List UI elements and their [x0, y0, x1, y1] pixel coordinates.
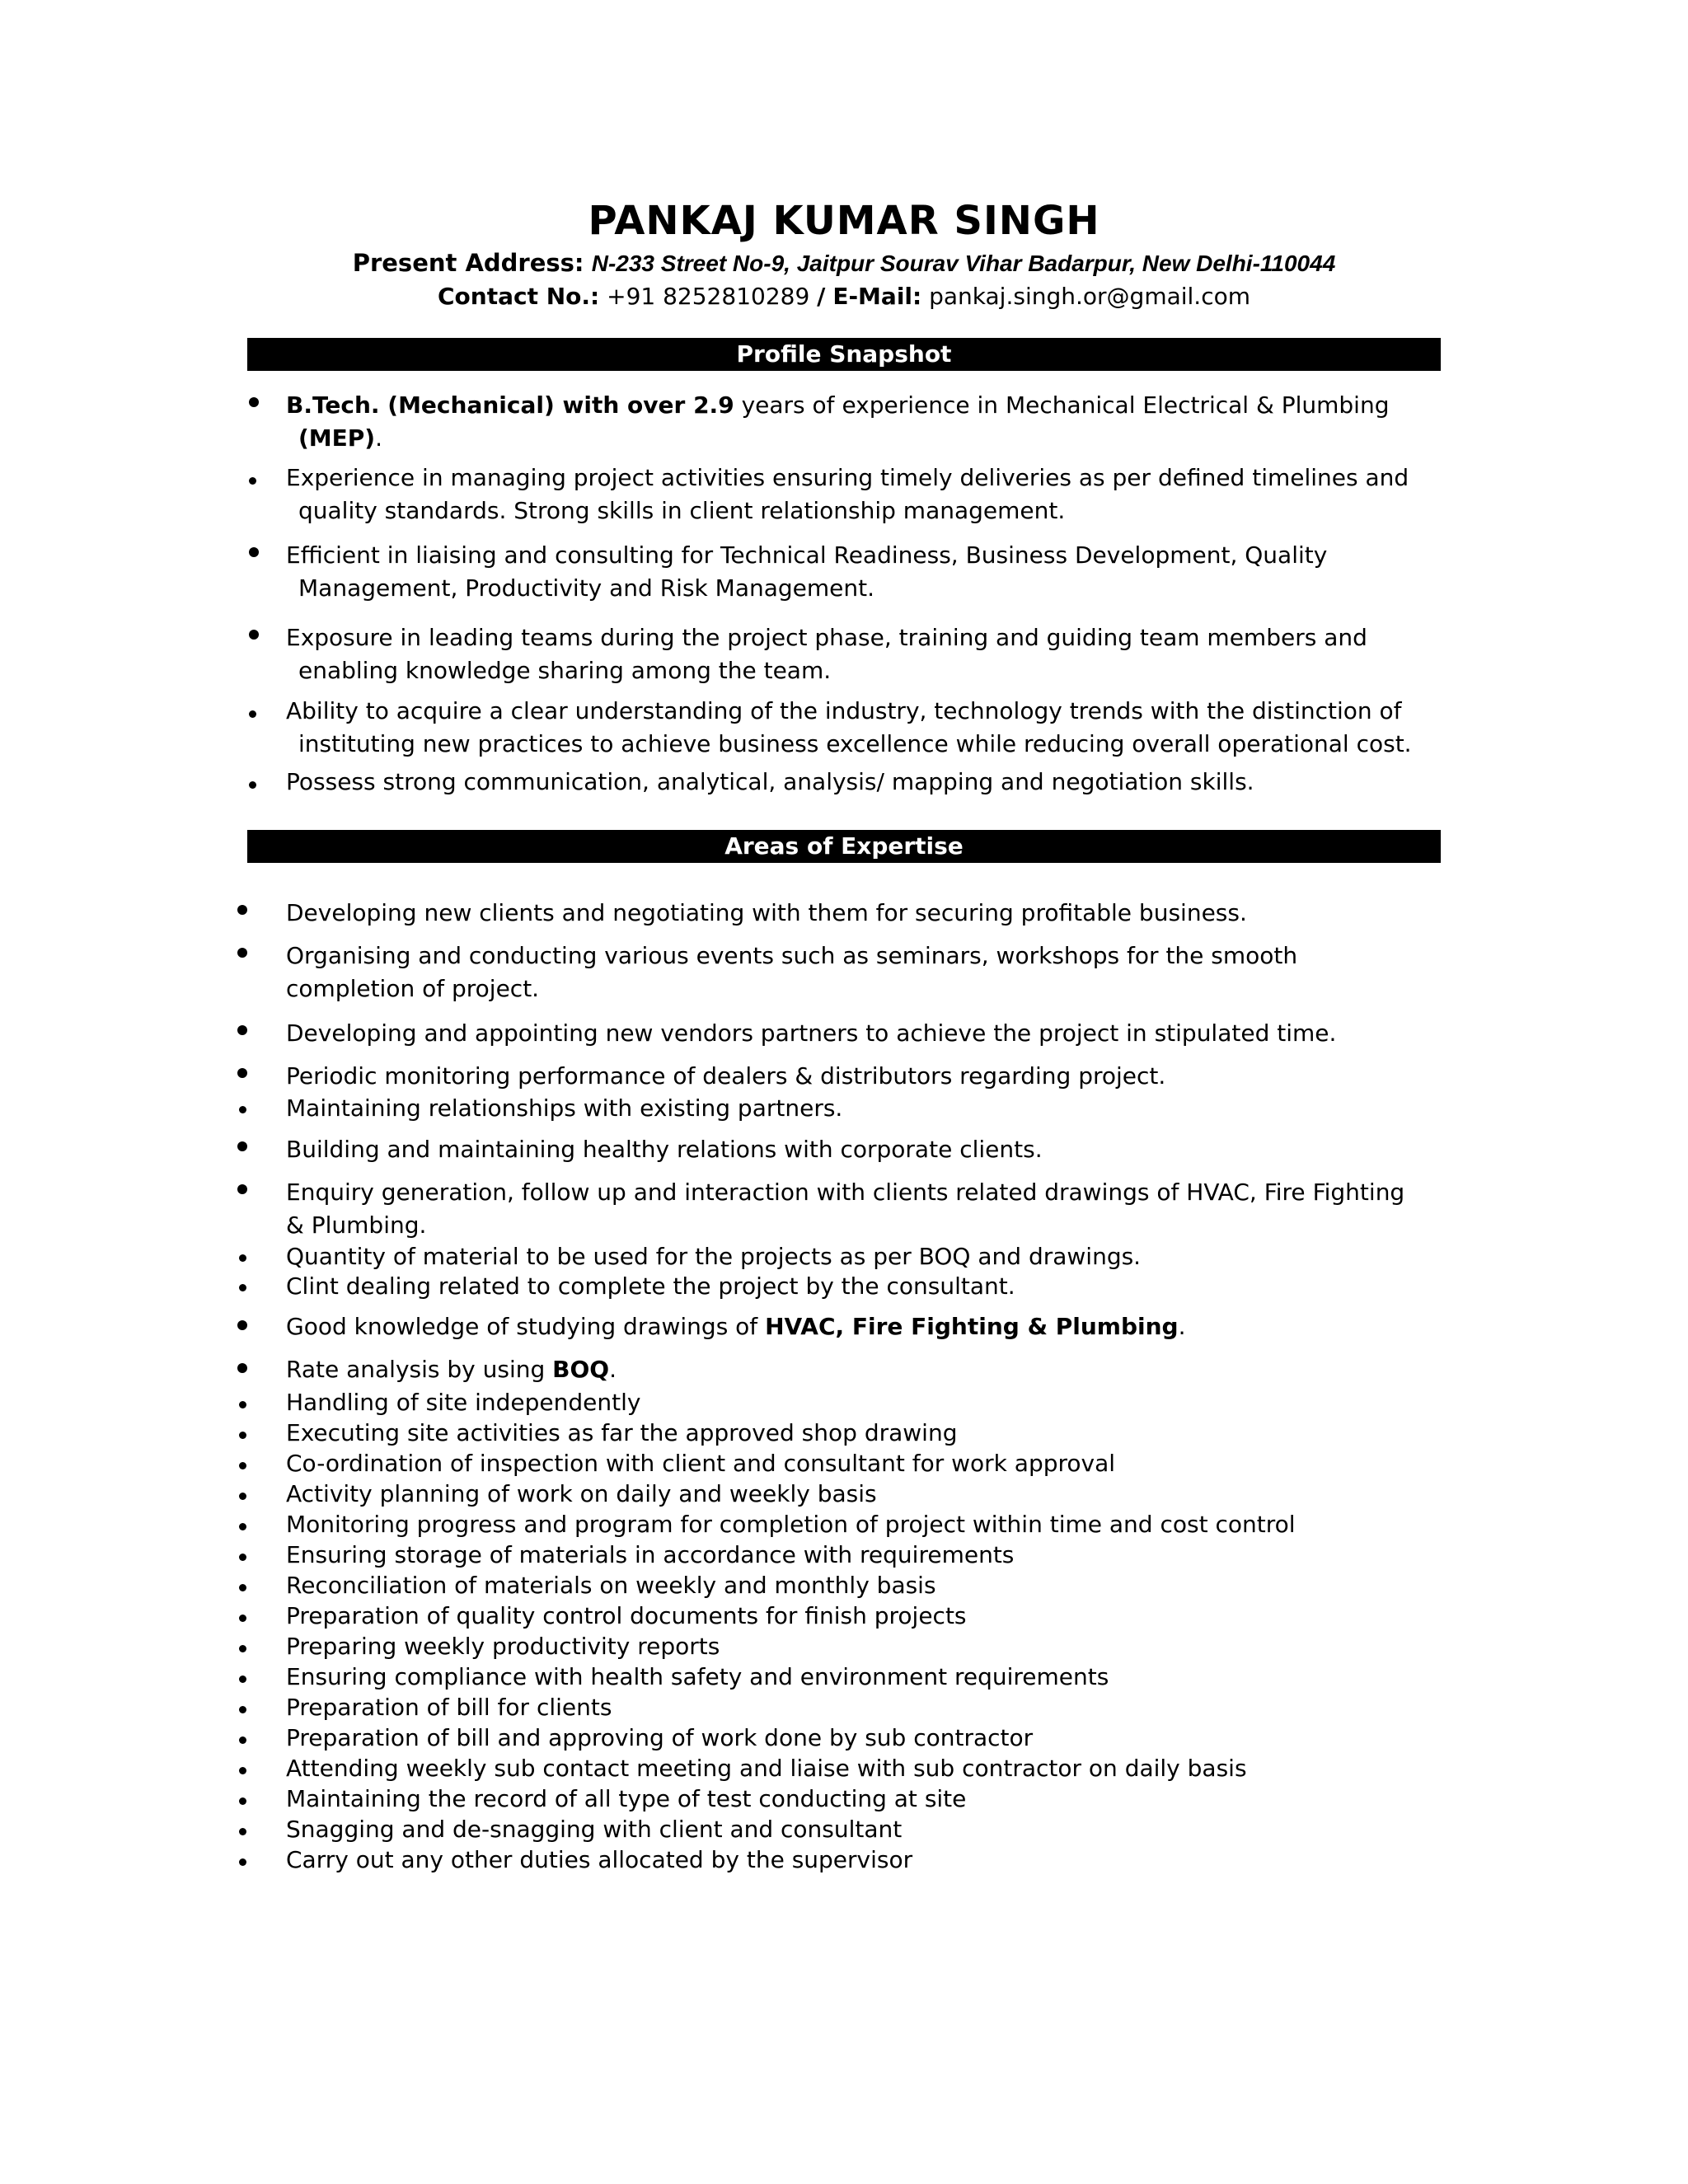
contact-label: Contact No.: — [437, 283, 600, 310]
expertise-item — [286, 1176, 1440, 1242]
line: Developing new clients and negotiating with them for securing profitable business. — [286, 899, 1247, 926]
expertise-item — [286, 1661, 1440, 1694]
period: . — [1178, 1313, 1186, 1340]
profile-item-liaising — [286, 539, 1440, 605]
expertise-item — [286, 1133, 1440, 1166]
address-value: N-233 Street No-9, Jaitpur Sourav Vihar Badarpur, New Delhi-110044 — [591, 251, 1336, 276]
section-heading-profile-snapshot: Profile Snapshot — [247, 338, 1441, 371]
bullet — [237, 1184, 247, 1194]
line: Efficient in liaising and consulting for Technical Readiness, Business Development, Quality — [286, 541, 1328, 569]
email-label: E-Mail: — [832, 283, 922, 310]
line: Ability to acquire a clear understanding of the industry, technology trends with the distinction of — [286, 697, 1402, 724]
email-address: pankaj.singh.or@gmail.com — [929, 283, 1251, 310]
present-address — [0, 249, 1688, 277]
line: Monitoring progress and program for completion of project within time and cost control — [286, 1511, 1296, 1538]
line: Rate analysis by using — [286, 1356, 553, 1383]
expertise-item — [286, 1353, 1440, 1386]
bullet — [239, 1284, 246, 1291]
line: Clint dealing related to complete the project by the consultant. — [286, 1272, 1015, 1300]
expertise-item — [286, 1783, 1440, 1816]
bullet — [239, 1675, 246, 1683]
line: Preparing weekly productivity reports — [286, 1633, 720, 1660]
bullet — [249, 710, 256, 718]
expertise-item — [286, 1813, 1440, 1846]
expertise-item — [286, 1060, 1440, 1093]
bullet — [239, 1797, 246, 1805]
profile-item-education — [286, 389, 1440, 455]
line: Preparation of bill for clients — [286, 1694, 612, 1721]
expertise-item — [286, 1630, 1440, 1663]
contact-line — [0, 283, 1688, 310]
expertise-item — [286, 1386, 1440, 1419]
expertise-item — [286, 1478, 1440, 1511]
bullet — [239, 1736, 246, 1744]
expertise-item — [286, 1310, 1440, 1343]
bullet — [239, 1523, 246, 1530]
bullet — [239, 1106, 246, 1113]
line: Executing site activities as far the approved shop drawing — [286, 1419, 958, 1446]
bullet — [239, 1706, 246, 1713]
line: Co-ordination of inspection with client and consultant for work approval — [286, 1450, 1116, 1477]
bullet — [239, 1432, 246, 1439]
bullet — [237, 1320, 247, 1330]
bullet — [237, 905, 247, 915]
expertise-item — [286, 1508, 1440, 1541]
bullet — [249, 781, 256, 789]
bullet — [249, 547, 259, 557]
contact-separator: / — [817, 283, 826, 310]
expertise-item — [286, 1447, 1440, 1480]
profile-item-project-management — [286, 462, 1440, 527]
line: Possess strong communication, analytical, analysis/ mapping and negotiation skills. — [286, 768, 1254, 795]
line: Reconciliation of materials on weekly and monthly basis — [286, 1572, 936, 1599]
expertise-item — [286, 1017, 1440, 1050]
bullet — [239, 1645, 246, 1652]
bullet — [239, 1462, 246, 1469]
expertise-item — [286, 1092, 1440, 1125]
boq-text: BOQ — [552, 1356, 610, 1383]
period: . — [609, 1356, 617, 1383]
expertise-item — [286, 1722, 1440, 1755]
line: Enquiry generation, follow up and interaction with clients related drawings of HVAC, Fire Fighting — [286, 1179, 1405, 1206]
contact-number: +91 8252810289 — [607, 283, 810, 310]
address-label: Present Address: — [352, 249, 584, 277]
bullet — [237, 1025, 247, 1035]
line: Preparation of bill and approving of work done by sub contractor — [286, 1724, 1034, 1751]
line: Management, Productivity and Risk Management. — [298, 574, 875, 602]
profile-item-industry-understanding — [286, 695, 1440, 761]
profile-item-team-leading — [286, 621, 1440, 687]
candidate-name: PANKAJ KUMAR SINGH — [588, 198, 1100, 244]
bullet — [237, 948, 247, 958]
line: Preparation of quality control documents for finish projects — [286, 1602, 967, 1629]
expertise-item — [286, 1417, 1440, 1450]
bullet — [239, 1554, 246, 1561]
line: Exposure in leading teams during the project phase, training and guiding team members and — [286, 624, 1367, 651]
mep-text: (MEP) — [298, 424, 376, 452]
line: quality standards. Strong skills in client relationship management. — [298, 497, 1066, 524]
line: Quantity of material to be used for the projects as per BOQ and drawings. — [286, 1243, 1142, 1270]
line: instituting new practices to achieve business excellence while reducing overall operational cost. — [298, 730, 1412, 757]
hvac-text: HVAC, Fire Fighting & Plumbing — [765, 1313, 1179, 1340]
bullet — [239, 1858, 246, 1866]
line: Maintaining relationships with existing partners. — [286, 1094, 843, 1122]
line: & Plumbing. — [286, 1212, 427, 1239]
experience-text: years of experience in Mechanical Electrical & Plumbing — [741, 391, 1390, 419]
expertise-item — [286, 940, 1440, 1005]
bullet — [239, 1254, 246, 1262]
bullet — [239, 1767, 246, 1774]
bullet — [239, 1828, 246, 1835]
line: Experience in managing project activities ensuring timely deliveries as per defined timelines and — [286, 464, 1409, 491]
expertise-item — [286, 1240, 1440, 1273]
line: completion of project. — [286, 975, 540, 1002]
line: Carry out any other duties allocated by the supervisor — [286, 1846, 913, 1873]
bullet — [249, 630, 259, 640]
section-heading-areas-of-expertise: Areas of Expertise — [247, 830, 1441, 863]
bullet — [237, 1141, 247, 1151]
line: Good knowledge of studying drawings of — [286, 1313, 766, 1340]
expertise-item — [286, 1752, 1440, 1785]
degree-text: B.Tech. (Mechanical) with over 2.9 — [286, 391, 734, 419]
expertise-item — [286, 1539, 1440, 1572]
expertise-item — [286, 1691, 1440, 1724]
bullet — [237, 1068, 247, 1078]
bullet — [237, 1363, 247, 1373]
line: Ensuring compliance with health safety and environment requirements — [286, 1663, 1109, 1690]
line: Ensuring storage of materials in accordance with requirements — [286, 1541, 1015, 1568]
line: Organising and conducting various events such as seminars, workshops for the smooth — [286, 942, 1298, 969]
line: Attending weekly sub contact meeting and liaise with sub contractor on daily basis — [286, 1755, 1247, 1782]
bullet — [239, 1584, 246, 1591]
bullet — [249, 477, 256, 485]
bullet — [239, 1493, 246, 1500]
period: . — [375, 424, 383, 452]
expertise-item — [286, 897, 1440, 930]
line: Activity planning of work on daily and weekly basis — [286, 1480, 877, 1507]
expertise-item — [286, 1844, 1440, 1877]
line: Building and maintaining healthy relations with corporate clients. — [286, 1136, 1043, 1163]
profile-item-skills — [286, 766, 1440, 799]
expertise-item — [286, 1600, 1440, 1633]
bullet — [239, 1615, 246, 1622]
expertise-item — [286, 1270, 1440, 1303]
expertise-item — [286, 1569, 1440, 1602]
line: Periodic monitoring performance of dealers & distributors regarding project. — [286, 1062, 1166, 1090]
line: enabling knowledge sharing among the team. — [298, 657, 832, 684]
line: Handling of site independently — [286, 1389, 641, 1416]
bullet — [239, 1401, 246, 1408]
line: Snagging and de-snagging with client and consultant — [286, 1816, 903, 1843]
line: Developing and appointing new vendors partners to achieve the project in stipulated time. — [286, 1019, 1337, 1047]
line: Maintaining the record of all type of test conducting at site — [286, 1785, 967, 1812]
bullet — [249, 397, 259, 407]
